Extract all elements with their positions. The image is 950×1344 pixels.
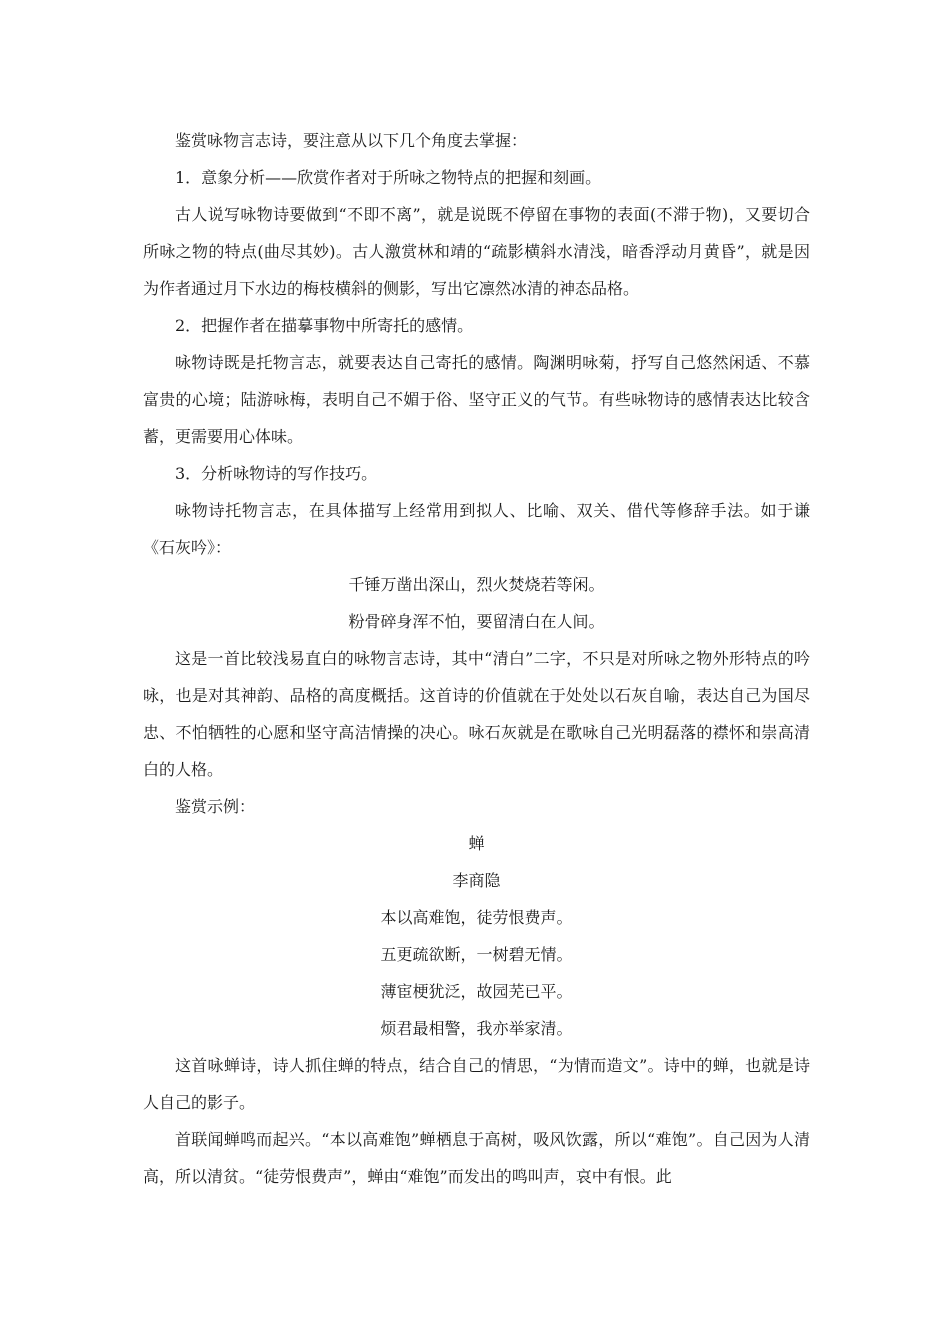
poem-title: 蝉 (468, 834, 485, 853)
point-3-paragraph: 咏物诗托物言志，在具体描写上经常用到拟人、比喻、双关、借代等修辞手法。如于谦《石灰吟》： (143, 501, 810, 557)
poem-line: 五更疏欲断，一树碧无情。 (380, 945, 573, 964)
poem-author: 李商隐 (452, 871, 501, 890)
commentary-paragraph: 首联闻蝉鸣而起兴。“本以高难饱”蝉栖息于高树，吸风饮露，所以“难饱”。自己因为人清高，所以清贫。“徒劳恨费声”，蝉由“难饱”而发出的鸣叫声，哀中有恨。此 (143, 1130, 810, 1186)
poem-line: 烦君最相警，我亦举家清。 (380, 1019, 573, 1038)
point-2-paragraph: 咏物诗既是托物言志，就要表达自己寄托的感情。陶渊明咏菊，抒写自己悠然闲适、不慕富贵的心境；陆游咏梅，表明自己不媚于俗、坚守正义的气节。有些咏物诗的感情表达比较含蓄，更需要用心体味。 (143, 353, 810, 446)
poem-line: 薄宦梗犹泛，故园芜已平。 (380, 982, 573, 1001)
poem-line: 粉骨碎身浑不怕，要留清白在人间。 (348, 612, 605, 631)
analysis-paragraph: 这是一首比较浅易直白的咏物言志诗，其中“清白”二字，不只是对所咏之物外形特点的吟咏，也是对其神韵、品格的高度概括。这首诗的价值就在于处处以石灰自喻，表达自己为国尽忠、不怕牺牲的心愿和坚守高洁情操的决心。咏石灰就是在歌咏自己光明磊落的襟怀和崇高清白的人格。 (143, 649, 810, 779)
point-1-paragraph: 古人说写咏物诗要做到“不即不离”，就是说既不停留在事物的表面(不滞于物)，又要切合所咏之物的特点(曲尽其妙)。古人激赏林和靖的“疏影横斜水清浅，暗香浮动月黄昏”，就是因为作者通过月下水边的梅枝横斜的侧影，写出它凛然冰清的神态品格。 (143, 205, 810, 298)
poem-shihuiyin (143, 566, 810, 640)
poem-chan (143, 825, 810, 1047)
poem-line: 千锤万凿出深山，烈火焚烧若等闲。 (348, 575, 605, 594)
point-3-heading: 3．分析咏物诗的写作技巧。 (175, 464, 378, 483)
commentary-paragraph: 这首咏蝉诗，诗人抓住蝉的特点，结合自己的情思，“为情而造文”。诗中的蝉，也就是诗人自己的影子。 (143, 1056, 810, 1112)
poem-line: 本以高难饱，徒劳恨费声。 (380, 908, 573, 927)
point-2-heading: 2．把握作者在描摹事物中所寄托的感情。 (175, 316, 474, 335)
example-label: 鉴赏示例： (175, 797, 256, 816)
point-1-heading: 1．意象分析——欣赏作者对于所咏之物特点的把握和刻画。 (175, 168, 602, 187)
intro-paragraph: 鉴赏咏物言志诗，要注意从以下几个角度去掌握： (175, 131, 528, 150)
document-body (143, 122, 810, 1195)
